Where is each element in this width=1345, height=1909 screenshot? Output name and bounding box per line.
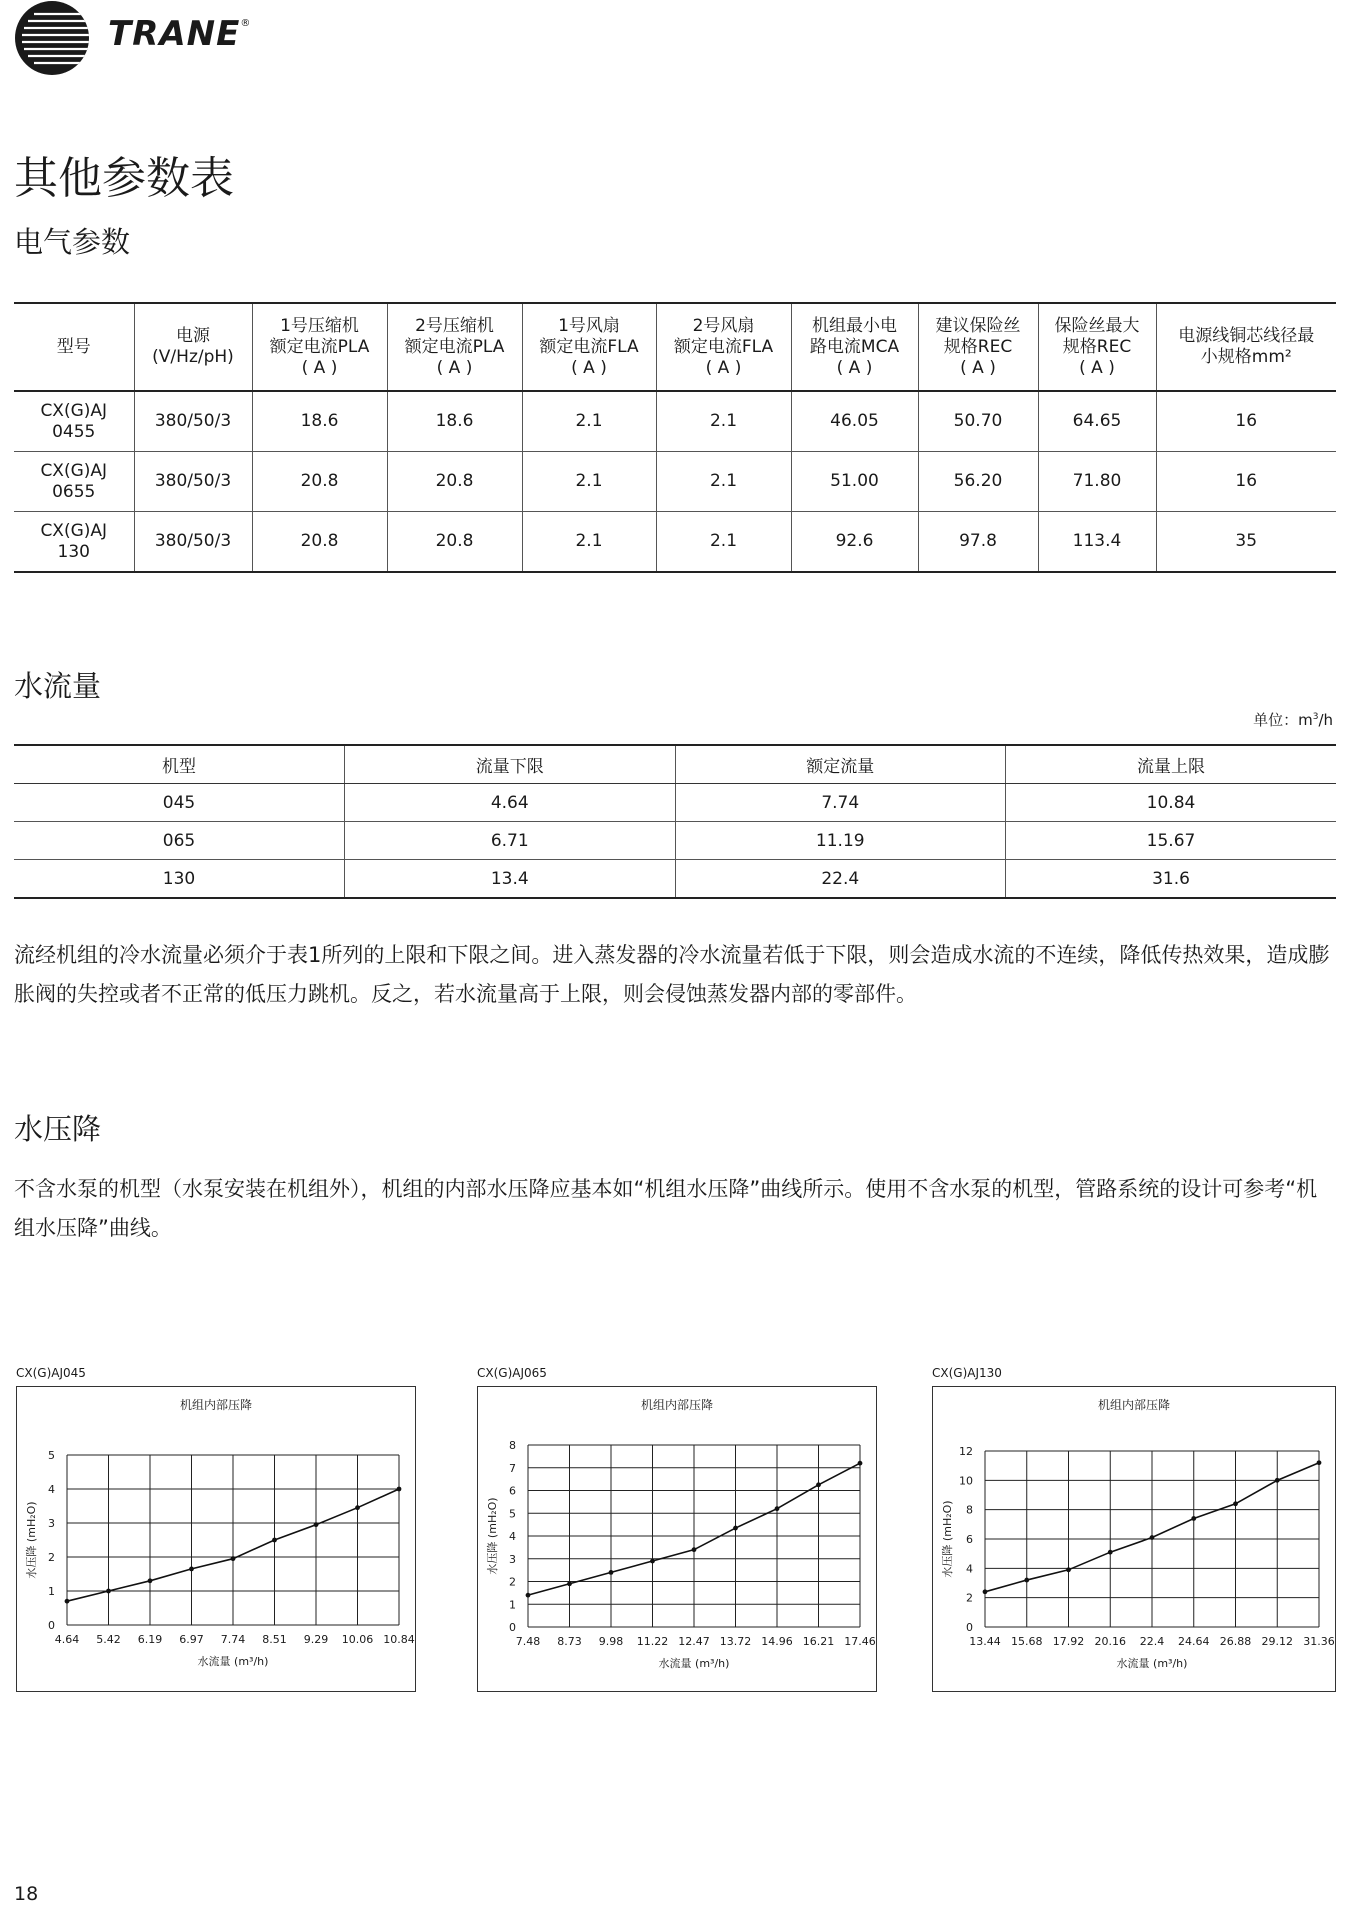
water-flow-col-header: 流量下限 [345, 745, 676, 784]
water-flow-heading: 水流量 [14, 669, 102, 703]
x-tick-label: 17.92 [1052, 1635, 1085, 1648]
x-tick-label: 7.48 [515, 1635, 541, 1648]
page-title: 其他参数表 [14, 153, 234, 204]
model-cell [14, 512, 134, 573]
y-tick-label: 5 [48, 1449, 55, 1462]
water-flow-col-header: 机型 [14, 745, 345, 784]
unit-note: 单位：$m^3/h$ [1253, 711, 1333, 729]
electrical-cell: 2.1 [522, 512, 656, 573]
model-line: 0455 [52, 421, 96, 442]
electrical-cell: 92.6 [791, 512, 918, 573]
y-tick-label: 0 [966, 1621, 973, 1634]
data-point [314, 1522, 319, 1527]
water-flow-cell: 31.6 [1006, 860, 1337, 899]
chart-caption-045: CX(G)AJ045 [16, 1366, 86, 1380]
x-axis-label: 水流量 (m³/h) [1116, 1657, 1188, 1670]
data-point [1317, 1460, 1322, 1465]
electrical-cell: 97.8 [918, 512, 1038, 573]
electrical-col-header [1156, 303, 1336, 391]
electrical-col-header [387, 303, 522, 391]
water-flow-cell: 6.71 [345, 822, 676, 860]
water-flow-table [14, 744, 1336, 899]
electrical-cell: 35 [1156, 512, 1336, 573]
data-point [1150, 1535, 1155, 1540]
model-cell [14, 452, 134, 512]
header-line: 型号 [56, 336, 91, 357]
electrical-cell: 16 [1156, 391, 1336, 452]
x-tick-label: 9.29 [303, 1633, 329, 1646]
x-tick-label: 20.16 [1094, 1635, 1126, 1648]
y-tick-label: 6 [966, 1533, 973, 1546]
header-line: 额定电流FLA [539, 336, 639, 357]
pressure-drop-chart-130 [932, 1386, 1336, 1692]
header-line: 2号压缩机 [415, 315, 494, 336]
electrical-cell: 46.05 [791, 391, 918, 452]
x-tick-label: 7.74 [220, 1633, 246, 1646]
electrical-row [14, 452, 1336, 512]
data-point [355, 1505, 360, 1510]
chart-svg-130 [933, 1387, 1335, 1691]
x-tick-label: 8.73 [557, 1635, 582, 1648]
electrical-header-row [14, 303, 1336, 391]
y-tick-label: 7 [509, 1461, 516, 1475]
x-tick-label: 16.21 [802, 1635, 835, 1648]
x-tick-label: 29.12 [1261, 1635, 1293, 1648]
header-line: 2号风扇 [692, 315, 755, 336]
y-axis-label: 水压降 (mH₂O) [25, 1501, 38, 1579]
electrical-cell: 18.6 [252, 391, 387, 452]
water-flow-cell: 13.4 [345, 860, 676, 899]
y-axis-label: 水压降 (mH₂O) [941, 1500, 954, 1578]
header-line: ( A ) [301, 357, 338, 378]
electrical-col-header [522, 303, 656, 391]
water-flow-row [14, 860, 1336, 899]
electrical-cell: 20.8 [387, 452, 522, 512]
data-point [692, 1547, 697, 1552]
electrical-col-header [252, 303, 387, 391]
data-point [148, 1578, 153, 1583]
pressure-drop-chart-045 [16, 1386, 416, 1692]
electrical-table [14, 302, 1336, 573]
y-tick-label: 0 [48, 1619, 55, 1632]
trane-logo-icon [14, 0, 90, 76]
electrical-cell: 2.1 [656, 452, 791, 512]
x-tick-label: 5.42 [96, 1633, 121, 1646]
y-tick-label: 8 [966, 1503, 973, 1517]
water-flow-cell: 10.84 [1006, 784, 1337, 822]
header-line: 小规格mm² [1200, 347, 1292, 367]
electrical-cell: 2.1 [656, 512, 791, 573]
pressure-drop-paragraph: 不含水泵的机型（水泵安装在机组外），机组的内部水压降应基本如“机组水压降”曲线所示。使用不含水泵的机型，管路系统的设计可参考“机组水压降”曲线。 [14, 1177, 1318, 1240]
data-point [272, 1538, 277, 1543]
page-number: 18 [14, 1883, 39, 1905]
data-point [1233, 1501, 1238, 1506]
header-line: 路电流MCA [809, 336, 900, 357]
pressure-drop-chart-065 [477, 1386, 877, 1692]
electrical-cell: 380/50/3 [134, 452, 252, 512]
x-tick-label: 26.88 [1219, 1635, 1252, 1648]
x-tick-label: 11.22 [636, 1635, 669, 1648]
x-tick-label: 12.47 [678, 1635, 710, 1648]
water-flow-col-header: 额定流量 [675, 745, 1006, 784]
y-tick-label: 1 [48, 1585, 55, 1598]
electrical-row [14, 391, 1336, 452]
data-point [775, 1506, 780, 1511]
x-tick-label: 17.46 [844, 1635, 876, 1648]
water-flow-cell: 7.74 [675, 784, 1006, 822]
water-flow-paragraph: 流经机组的冷水流量必须介于表1所列的上限和下限之间。进入蒸发器的冷水流量若低于下限，则会造成水流的不连续，降低传热效果，造成膨胀阀的失控或者不正常的低压力跳机。反之，若水流量高于上限，则会侵蚀蒸发器内部的零部件。 [14, 943, 1330, 1006]
electrical-cell: 18.6 [387, 391, 522, 452]
header-line: ( A ) [1079, 357, 1115, 378]
header-line: 额定电流PLA [404, 336, 505, 357]
model-line: CX(G)AJ [40, 520, 108, 541]
electrical-col-header [791, 303, 918, 391]
data-point [858, 1461, 863, 1466]
data-point [106, 1589, 111, 1594]
water-flow-header-row [14, 745, 1336, 784]
x-tick-label: 9.98 [598, 1635, 624, 1648]
water-flow-cell: 4.64 [345, 784, 676, 822]
electrical-row [14, 512, 1336, 573]
y-tick-label: 3 [48, 1517, 55, 1530]
header-line: 额定电流FLA [673, 336, 774, 357]
data-point [816, 1482, 821, 1487]
electrical-cell: 71.80 [1038, 452, 1156, 512]
x-tick-label: 6.19 [137, 1633, 163, 1646]
data-point [1191, 1516, 1196, 1521]
y-tick-label: 4 [966, 1562, 973, 1576]
electrical-cell: 113.4 [1038, 512, 1156, 573]
y-tick-label: 4 [509, 1530, 516, 1543]
data-point [650, 1559, 655, 1564]
data-point [1024, 1578, 1029, 1583]
x-tick-label: 14.96 [761, 1635, 793, 1648]
x-tick-label: 10.06 [341, 1633, 374, 1646]
electrical-col-header [134, 303, 252, 391]
data-point [1108, 1550, 1113, 1555]
electrical-cell: 64.65 [1038, 391, 1156, 452]
y-tick-label: 3 [509, 1552, 516, 1566]
y-tick-label: 1 [509, 1598, 516, 1612]
electrical-col-header [918, 303, 1038, 391]
header-line: 电源 [176, 326, 210, 346]
x-tick-label: 4.64 [54, 1633, 80, 1646]
header-line: ( A ) [571, 357, 607, 378]
water-flow-cell: 045 [162, 792, 196, 813]
data-point [526, 1593, 531, 1598]
model-line: 130 [57, 541, 90, 562]
chart-svg-045 [17, 1387, 415, 1691]
y-tick-label: 12 [959, 1445, 973, 1458]
header-line: 规格REC [1062, 336, 1132, 357]
model-line: 0655 [52, 481, 96, 502]
electrical-cell: 16 [1156, 452, 1336, 512]
y-tick-label: 8 [509, 1439, 516, 1452]
water-flow-cell: 11.19 [675, 822, 1006, 860]
pressure-drop-heading: 水压降 [14, 1112, 102, 1146]
electrical-cell: 51.00 [791, 452, 918, 512]
y-tick-label: 2 [509, 1575, 516, 1589]
electrical-cell: 20.8 [387, 512, 522, 573]
header-line: 保险丝最大 [1054, 315, 1140, 336]
water-flow-cell: 22.4 [675, 860, 1006, 899]
chart-title: 机组内部压降 [1097, 1398, 1171, 1412]
water-flow-row [14, 784, 1336, 822]
chart-title: 机组内部压降 [179, 1398, 253, 1412]
data-point [1066, 1567, 1071, 1572]
water-flow-row [14, 822, 1336, 860]
y-axis-label: 水压降 (mH₂O) [486, 1497, 499, 1575]
brand-logo: TRANE® [108, 14, 252, 54]
x-tick-label: 15.68 [1011, 1635, 1043, 1648]
header-line: ( A ) [436, 357, 473, 378]
chart-title: 机组内部压降 [640, 1398, 714, 1412]
x-tick-label: 8.51 [262, 1633, 287, 1646]
header-line: (V/Hz/pH) [152, 347, 234, 367]
data-point [609, 1570, 614, 1575]
data-point [983, 1589, 988, 1594]
x-tick-label: 22.4 [1139, 1635, 1165, 1648]
electrical-cell: 20.8 [252, 452, 387, 512]
model-line: CX(G)AJ [40, 400, 108, 421]
y-tick-label: 2 [48, 1551, 55, 1564]
electrical-cell: 2.1 [522, 452, 656, 512]
header-line: 机组最小电 [812, 315, 897, 336]
data-point [189, 1567, 194, 1572]
header-line: 额定电流PLA [269, 336, 370, 357]
electrical-heading: 电气参数 [14, 225, 131, 259]
y-tick-label: 2 [966, 1591, 973, 1605]
electrical-col-header [1038, 303, 1156, 391]
electrical-cell: 20.8 [252, 512, 387, 573]
x-axis-label: 水流量 (m³/h) [658, 1657, 730, 1670]
x-tick-label: 31.36 [1303, 1635, 1335, 1648]
header-line: 1号压缩机 [280, 315, 359, 336]
y-tick-label: 5 [509, 1507, 516, 1521]
header-line: ( A ) [836, 357, 873, 378]
data-point [733, 1526, 738, 1531]
electrical-cell: 2.1 [522, 391, 656, 452]
chart-caption-130: CX(G)AJ130 [932, 1366, 1002, 1380]
model-cell [14, 391, 134, 452]
electrical-cell: 56.20 [918, 452, 1038, 512]
y-tick-label: 0 [509, 1621, 516, 1634]
chart-caption-065: CX(G)AJ065 [477, 1366, 547, 1380]
x-tick-label: 24.64 [1178, 1635, 1210, 1648]
data-point [1275, 1478, 1280, 1483]
data-point [397, 1487, 402, 1492]
y-tick-label: 10 [959, 1474, 973, 1488]
electrical-cell: 50.70 [918, 391, 1038, 452]
chart-svg-065 [478, 1387, 876, 1691]
x-tick-label: 13.72 [719, 1635, 752, 1648]
water-flow-cell: 130 [14, 860, 345, 899]
electrical-cell: 380/50/3 [134, 512, 252, 573]
electrical-col-header [656, 303, 791, 391]
x-axis-label: 水流量 (m³/h) [197, 1655, 269, 1668]
header-line: ( A ) [705, 357, 742, 378]
header-line: 1号风扇 [558, 315, 620, 336]
x-tick-label: 6.97 [179, 1633, 204, 1646]
y-tick-label: 6 [509, 1484, 516, 1498]
x-tick-label: 10.84 [383, 1633, 415, 1646]
electrical-col-header [14, 303, 134, 391]
water-flow-cell: 15.67 [1006, 822, 1337, 860]
data-point [567, 1581, 572, 1586]
water-flow-cell: 065 [14, 822, 345, 860]
y-tick-label: 4 [48, 1483, 55, 1496]
x-tick-label: 13.44 [969, 1635, 1001, 1648]
data-point [231, 1556, 236, 1561]
header-line: 建议保险丝 [935, 315, 1021, 336]
header-line: ( A ) [960, 357, 996, 378]
header-line: 电源线铜芯线径最 [1178, 326, 1315, 346]
model-line: CX(G)AJ [40, 460, 108, 481]
electrical-cell: 380/50/3 [134, 391, 252, 452]
electrical-cell: 2.1 [656, 391, 791, 452]
water-flow-col-header: 流量上限 [1006, 745, 1337, 784]
data-point [65, 1599, 70, 1604]
header-line: 规格REC [943, 336, 1013, 357]
